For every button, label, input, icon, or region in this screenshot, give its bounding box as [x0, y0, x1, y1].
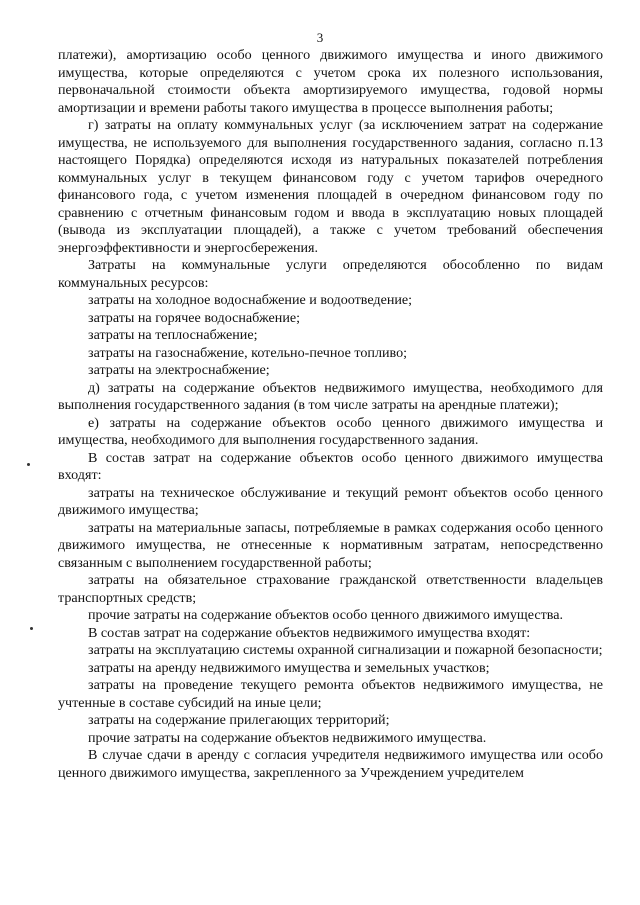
list-item: затраты на эксплуатацию системы охранной сигнализации и пожарной безопасности; [88, 642, 603, 658]
margin-mark [27, 463, 30, 466]
list-item: прочие затраты на содержание объектов особо ценного движимого имущества. [88, 607, 563, 623]
list-item: затраты на теплоснабжение; [88, 327, 258, 343]
page-number: 3 [316, 30, 324, 45]
paragraph: д) затраты на содержание объектов недвижимого имущества, необходимого для выполнения государственного задания (в том числе затраты на арендные платежи); [58, 379, 603, 413]
list-item: затраты на проведение текущего ремонта объектов недвижимого имущества, не учтенные в составе субсидий на иные цели; [58, 677, 603, 711]
list-item: затраты на электроснабжение; [88, 362, 270, 378]
list-item: затраты на холодное водоснабжение и водоотведение; [88, 292, 413, 308]
list-item: затраты на газоснабжение, котельно-печное топливо; [88, 344, 408, 361]
paragraph: платежи), амортизацию особо ценного движимого имущества и иного движимого имущества, которые определяются с учетом срока их полезного использования, первоначальной стоимости объекта амортизируемого имущества, годовой нормы амортизации и времени работы такого имущества в процессе выполнения работы; [58, 47, 603, 116]
list-item: затраты на обязательное страхование гражданской ответственности владельцев транспортных средств; [58, 572, 603, 606]
paragraph: г) затраты на оплату коммунальных услуг (за исключением затрат на содержание имущества, не используемого для выполнения государственного задания, согласно п.13 настоящего Порядка) определяются исходя из натуральных показателей потребления коммунальных услуг в текущем финансовом году с учетом тарифов очередного финансового года, с учетом изменения площадей в очередном финансовом году по сравнению с отчетным финансовым годом и ввода в эксплуатацию новых площадей (вывода из эксплуатации площадей), а также с учетом требований обеспечения энергоэффективности и энергосбережения. [58, 117, 603, 256]
paragraph: Затраты на коммунальные услуги определяются обособленно по видам коммунальных ресурсов: [58, 257, 603, 291]
list-item: затраты на содержание прилегающих территорий; [88, 712, 390, 728]
paragraph: е) затраты на содержание объектов особо ценного движимого имущества и имущества, необходимого для выполнения государственного задания. [58, 414, 603, 448]
margin-mark [30, 627, 33, 630]
list-item: затраты на техническое обслуживание и текущий ремонт объектов особо ценного движимого имущества; [58, 484, 603, 518]
list-item: затраты на материальные запасы, потребляемые в рамках содержания особо ценного движимого имущества, не отнесенные к нормативным затратам, непосредственно связанным с выполнением государственной работы; [58, 519, 603, 571]
paragraph: В состав затрат на содержание объектов особо ценного движимого имущества входят: [58, 449, 603, 483]
list-item: затраты на аренду недвижимого имущества и земельных участков; [88, 659, 490, 676]
paragraph: В состав затрат на содержание объектов недвижимого имущества входят: [88, 624, 531, 641]
document-body [58, 47, 603, 782]
list-item: затраты на горячее водоснабжение; [88, 309, 301, 326]
list-item: прочие затраты на содержание объектов недвижимого имущества. [88, 729, 487, 746]
paragraph: В случае сдачи в аренду с согласия учредителя недвижимого имущества или особо ценного движимого имущества, закрепленного за Учреждением учредителем [58, 747, 603, 781]
